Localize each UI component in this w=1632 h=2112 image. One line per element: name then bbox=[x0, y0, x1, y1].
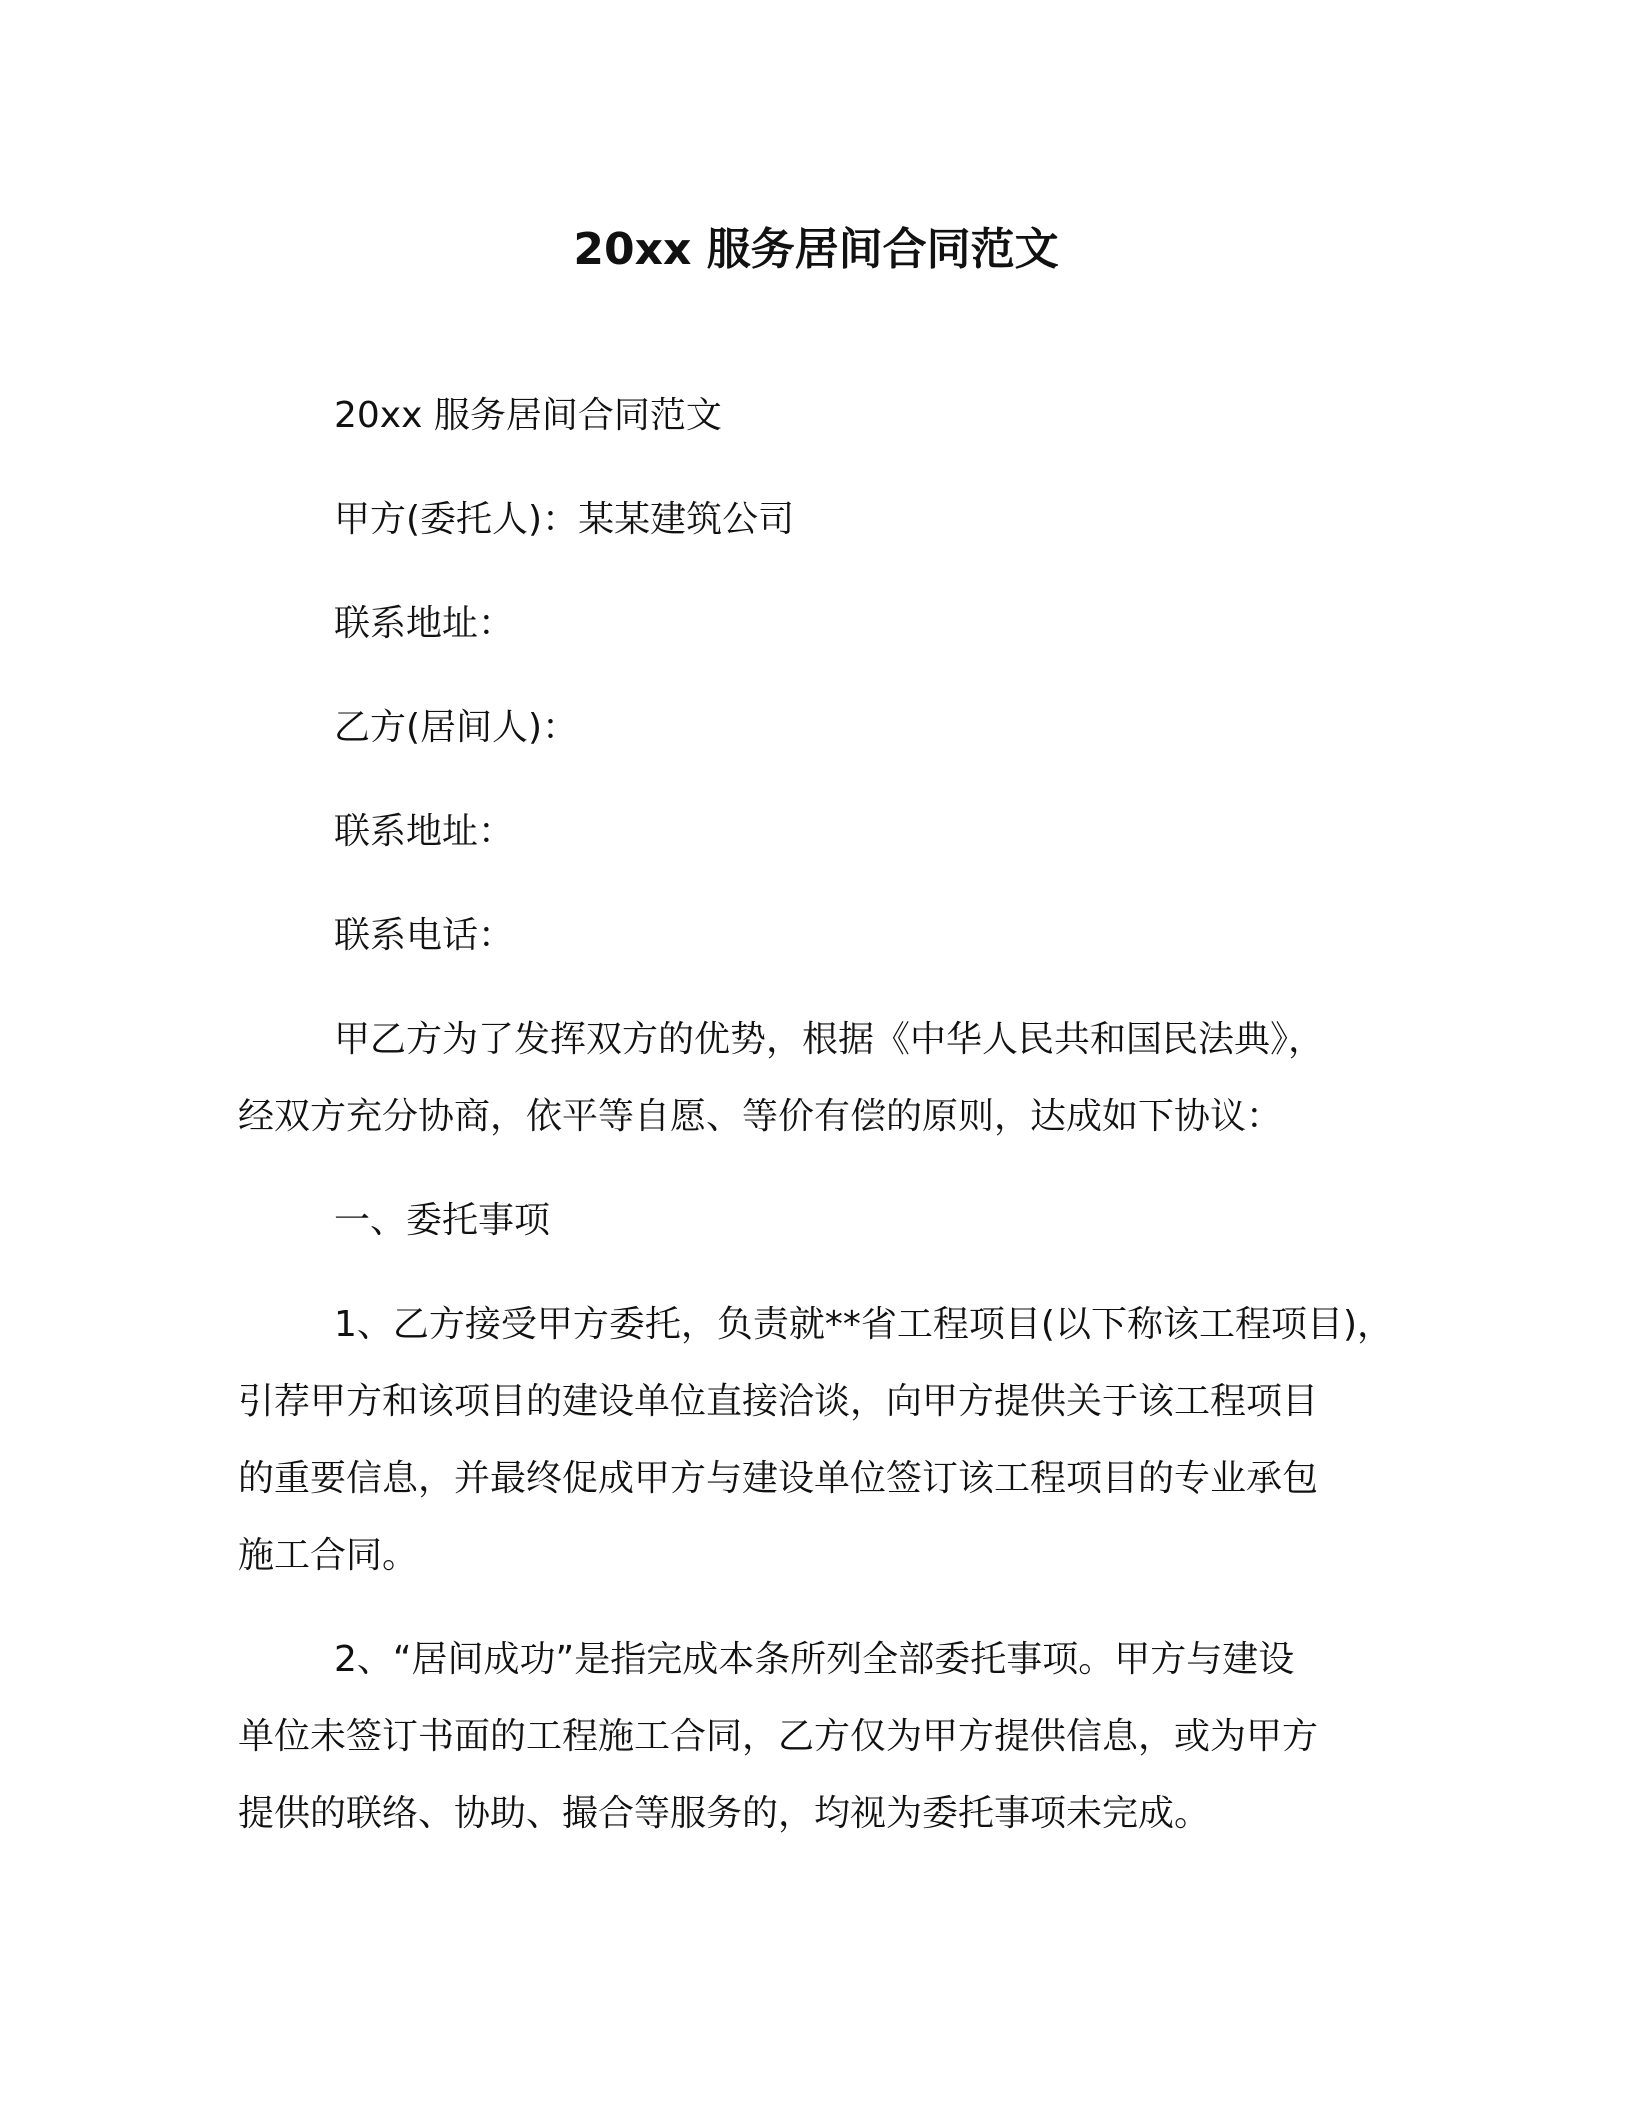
document-title: 20xx 服务居间合同范文 bbox=[573, 224, 1059, 275]
clause-1-line: 施工合同。 bbox=[238, 1535, 419, 1576]
document-body bbox=[238, 390, 1438, 1892]
document-subtitle: 20xx 服务居间合同范文 bbox=[334, 395, 722, 436]
preamble-paragraph bbox=[238, 1014, 1438, 1143]
preamble-line: 经双方充分协商，依平等自愿、等价有偿的原则，达成如下协议： bbox=[238, 1096, 1283, 1137]
party-b-address-line: 联系地址： bbox=[334, 811, 515, 852]
clause-2-line: 提供的联络、协助、撮合等服务的，均视为委托事项未完成。 bbox=[238, 1793, 1211, 1834]
party-a-address-line: 联系地址： bbox=[334, 603, 515, 644]
preamble-line: 甲乙方为了发挥双方的优势，根据《中华人民共和国民法典》， bbox=[334, 1019, 1325, 1060]
party-b-phone-line: 联系电话： bbox=[334, 915, 515, 956]
clause-1-paragraph bbox=[238, 1299, 1438, 1582]
clause-2-paragraph bbox=[238, 1634, 1438, 1840]
clause-1-line: 引荐甲方和该项目的建设单位直接洽谈，向甲方提供关于该工程项目 bbox=[238, 1381, 1319, 1422]
clause-2-line: 单位未签订书面的工程施工合同，乙方仅为甲方提供信息，或为甲方 bbox=[238, 1716, 1319, 1757]
clause-2-line: 2、“居间成功”是指完成本条所列全部委托事项。甲方与建设 bbox=[334, 1639, 1295, 1680]
party-a-line: 甲方(委托人)：某某建筑公司 bbox=[334, 499, 795, 540]
clause-1-line: 的重要信息，并最终促成甲方与建设单位签订该工程项目的专业承包 bbox=[238, 1458, 1319, 1499]
party-b-line: 乙方(居间人)： bbox=[334, 707, 579, 748]
clause-1-line: 1、乙方接受甲方委托，负责就**省工程项目(以下称该工程项目)， bbox=[334, 1304, 1393, 1345]
section-heading-entrusted-matters: 一、委托事项 bbox=[334, 1200, 551, 1241]
